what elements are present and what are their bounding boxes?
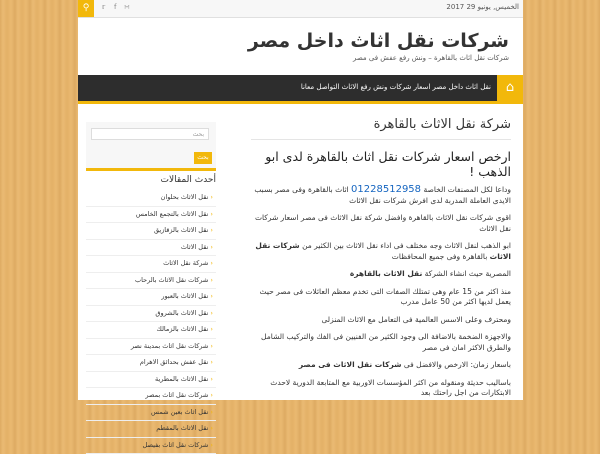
recent-post-link[interactable]: ‹ نقل عفش بحدائق الاهرام <box>86 355 216 372</box>
phone-number[interactable]: 01228512958 <box>351 184 421 195</box>
recent-post-link[interactable]: ‹ نقل الاثاث بالشروق <box>86 306 216 323</box>
text: اثاث بالقاهرة وفى مصر بسبب الايدى العاملة المدربة لدى افرش شركات نقل الاثاث <box>254 185 511 205</box>
recent-post-link[interactable]: ‹ نقل الاثاث بالتجمع الخامس <box>86 207 216 224</box>
paragraph <box>249 241 511 262</box>
recent-post-link[interactable]: ‹ شركات نقل اثاث بمصر <box>86 388 216 405</box>
recent-post-link[interactable]: ‹ نقل الاثاث بالزمالك <box>86 322 216 339</box>
home-icon[interactable]: ⌂ <box>497 75 523 101</box>
bold-keyword: شركات نقل الاثاث فى مصر <box>299 360 402 369</box>
recent-post-link[interactable]: ‹ نقل الاثاث <box>86 240 216 257</box>
recent-post-link[interactable]: ‹ شركات نقل اثاث بمدينة نصر <box>86 339 216 356</box>
rss-icon[interactable]: ∺ <box>124 3 130 11</box>
text: ابو الذهب لنقل الاثاث وجه مختلف فى اداء نقل الاثاث بين الكثير من <box>302 241 511 250</box>
recent-post-link[interactable]: ‹ شركة نقل الاثاث <box>86 256 216 273</box>
site-tagline: شركات نقل اثاث بالقاهرة – ونش رفع عفش فى مصر <box>353 54 509 62</box>
paragraph: والاجهزة الضخمة بالاضافة الى وجود الكثير من الفنيين فى الفك والتركيب الشامل والطرق الاكثر امان فى مصر <box>249 332 511 353</box>
search-toggle-icon[interactable]: ⚲ <box>78 0 94 17</box>
bold-keyword: شركات نقل الاثاث <box>255 241 511 261</box>
site-title[interactable]: شركات نقل اثاث داخل مصر <box>248 30 509 52</box>
search-input[interactable]: بحث <box>91 128 209 140</box>
text: بالقاهرة وفى جميع المحافظات <box>392 252 488 261</box>
recent-post-link[interactable]: ‹ نقل الاثاث بالمطرية <box>86 372 216 389</box>
post-title: ارخص اسعار شركات نقل اثاث بالقاهرة لدى ابو الذهب ! <box>249 149 511 179</box>
sidebar <box>86 112 216 400</box>
paragraph: ومحترف وعلى الاسس العالمية فى التعامل مع الاثاث المنزلى <box>249 315 511 326</box>
page-container <box>78 0 523 400</box>
bold-keyword: نقل الاثاث بالقاهرة <box>350 269 422 278</box>
post-body <box>249 185 511 406</box>
facebook-icon[interactable]: f <box>114 3 116 11</box>
recent-post-link[interactable]: ‹ شركات نقل اثاث بفيصل <box>86 438 216 454</box>
recent-post-link[interactable]: ‹ نقل الاثاث بالعبور <box>86 289 216 306</box>
main-navigation <box>78 75 523 104</box>
recent-post-link[interactable]: ‹ نقل الاثاث بالمقطم <box>86 421 216 438</box>
post-content <box>233 112 523 400</box>
text: وداعا لكل المصنفات الخاصة <box>423 185 511 194</box>
recent-posts-title: أحدث المقالات <box>161 175 216 185</box>
nav-menu-items[interactable]: نقل اثاث داخل مصر اسعار شركات ونش رفع الاثاث التواصل معانا <box>301 83 491 91</box>
recent-post-link[interactable]: ‹ نقل الاثاث بحلوان <box>86 190 216 207</box>
paragraph: منذ اكثر من 15 عام وهى تمتلك الصفات التى تخدم معظم العائلات فى مصر حيث يعمل لديها اكثر من 50 عامل مدرب <box>249 287 511 308</box>
paragraph <box>249 185 511 206</box>
paragraph <box>249 269 511 280</box>
post-heading[interactable]: شركة نقل الاثاث بالقاهرة <box>374 117 511 132</box>
recent-post-link[interactable]: ‹ نقل الاثاث بالزقازيق <box>86 223 216 240</box>
recent-post-link[interactable]: ‹ نقل اثاث بعين شمس <box>86 405 216 422</box>
search-widget <box>86 122 216 171</box>
divider <box>251 139 511 140</box>
recent-post-link[interactable]: ‹ شركات نقل الاثاث بالرحاب <box>86 273 216 290</box>
recent-posts-list <box>86 190 216 454</box>
search-button[interactable]: بحث <box>194 152 212 164</box>
twitter-icon[interactable]: 𝕣 <box>102 3 105 11</box>
top-bar <box>78 0 523 18</box>
paragraph: باساليب حديثة ومنقوله من اكثر المؤسسات الاوربية مع المتابعة الدورية لاحدث الابتكارات من اجل راحتك بعد <box>249 378 511 399</box>
text: باسعار زمان: الارخص والافضل فى <box>404 360 511 369</box>
paragraph <box>249 360 511 371</box>
text: المصرية حيث انشاء الشركة <box>425 269 511 278</box>
paragraph: اقوى شركات نقل الاثاث بالقاهرة وافضل شركة نقل الاثاث فى مصر اسعار شركات نقل الاثاث <box>249 213 511 234</box>
current-date: الخميس, يونيو 29 2017 <box>446 3 519 11</box>
